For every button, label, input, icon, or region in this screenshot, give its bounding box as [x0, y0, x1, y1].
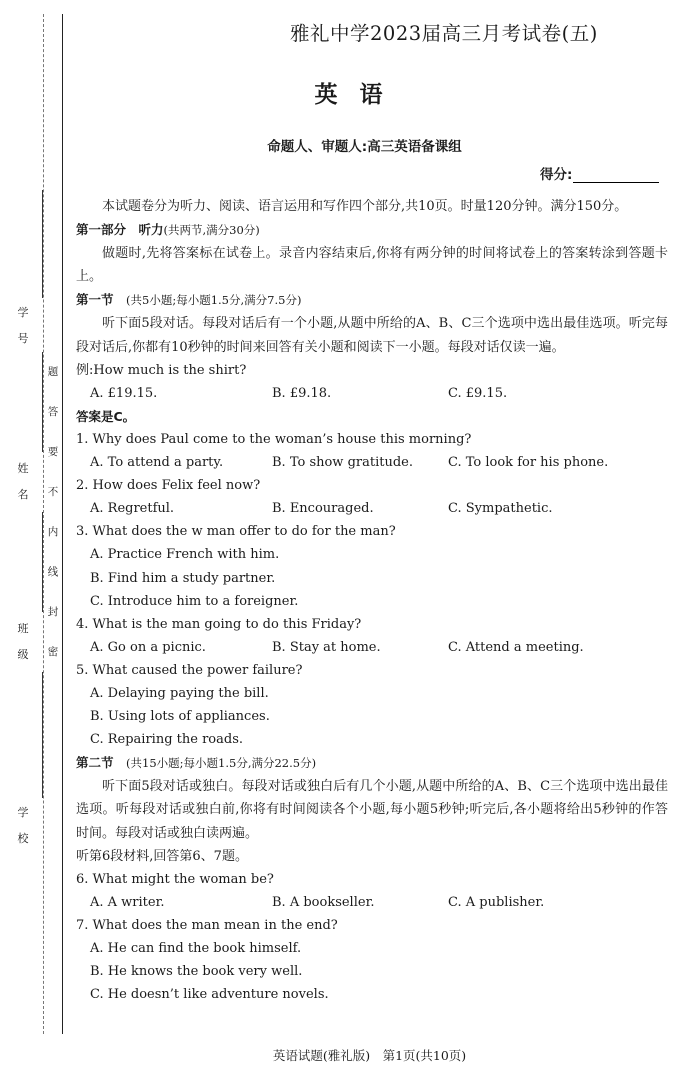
question-6-options	[76, 891, 668, 914]
name-text: 姓名	[17, 462, 29, 501]
question-4: 4. What is the man going to do this Friday?	[76, 616, 362, 632]
question-1-options	[76, 451, 668, 474]
option-c: C. To look for his phone.	[448, 455, 609, 471]
seal-char: 线	[47, 566, 59, 578]
seal-char: 要	[47, 446, 59, 458]
example-answer: 答案是C。	[76, 408, 136, 424]
seal-char: 内	[47, 526, 59, 538]
page-footer: 英语试题(雅礼版) 第1页(共10页)	[272, 1048, 467, 1063]
section1-title: 第一节	[76, 292, 114, 308]
score-blank[interactable]	[573, 168, 659, 183]
option-a: A. Practice French with him.	[90, 547, 280, 563]
material-note: 听第6段材料,回答第6、7题。	[76, 848, 248, 864]
school-blank[interactable]	[42, 672, 43, 798]
option-c: C. Introduce him to a foreigner.	[90, 593, 299, 609]
question-3: 3. What does the w man offer to do for the man?	[76, 524, 396, 540]
seal-char: 封	[47, 606, 59, 618]
class-label	[14, 616, 32, 668]
binding-margin	[0, 0, 66, 1076]
option-b: B. He knows the book very well.	[90, 964, 303, 980]
section1-note: (共5小题;每小题1.5分,满分7.5分)	[126, 293, 302, 308]
option-a: A. Delaying paying the bill.	[90, 685, 269, 701]
question-2: 2. How does Felix feel now?	[76, 478, 261, 494]
section1-heading	[76, 288, 668, 312]
subject-title: 英语	[314, 82, 405, 108]
option-b: B. £9.18.	[272, 385, 332, 401]
section2-instructions: 听下面5段对话或独白。每段对话或独白后有几个小题,从题中所给的A、B、C三个选项中选出最佳选项。听每段对话或独白前,你将有时间阅读各个小题,每小题5秒钟;听完后,各小题将给出5秒钟的作答时间。每段对话或独白读两遍。	[76, 779, 668, 841]
dashed-cut-line	[43, 14, 44, 1034]
part1-instructions: 做题时,先将答案标在试卷上。录音内容结束后,你将有两分钟的时间将试卷上的答案转涂到答题卡上。	[76, 246, 668, 285]
question-6: 6. What might the woman be?	[76, 871, 274, 887]
name-label	[14, 456, 32, 508]
section2-title: 第二节	[76, 755, 114, 771]
option-a: A. He can find the book himself.	[90, 941, 302, 956]
question-2-options	[76, 497, 668, 520]
section2-heading	[76, 751, 668, 775]
student-id-label	[14, 300, 32, 352]
option-c: C. A publisher.	[448, 894, 545, 910]
student-id-text: 学号	[17, 306, 29, 345]
intro-paragraph: 本试题卷分为听力、阅读、语言运用和写作四个部分,共10页。时量120分钟。满分150分。	[102, 199, 628, 214]
question-1: 1. Why does Paul come to the woman’s house this morning?	[76, 431, 472, 447]
section1-instructions: 听下面5段对话。每段对话后有一个小题,从题中所给的A、B、C三个选项中选出最佳选项。听完每段对话后,你都有10秒钟的时间来回答有关小题和阅读下一小题。每段对话仅读一遍。	[76, 316, 668, 355]
option-b: B. A bookseller.	[272, 894, 375, 910]
question-5: 5. What caused the power failure?	[76, 662, 303, 678]
option-a: A. Go on a picnic.	[90, 639, 206, 655]
part1-note: (共两节,满分30分)	[163, 223, 260, 238]
option-b: B. Find him a study partner.	[90, 570, 276, 586]
question-4-options	[76, 636, 668, 659]
student-id-blank[interactable]	[42, 190, 43, 298]
score-label: 得分:	[540, 167, 573, 183]
option-c: C. Attend a meeting.	[448, 639, 584, 655]
option-a: A. £19.15.	[90, 385, 158, 401]
class-blank[interactable]	[42, 512, 43, 612]
option-c: C. Sympathetic.	[448, 501, 553, 517]
class-text: 班级	[17, 622, 29, 661]
option-c: C. He doesn’t like adventure novels.	[90, 987, 329, 1003]
example-question: 例:How much is the shirt?	[76, 362, 247, 378]
part1-heading	[76, 218, 668, 242]
section2-note: (共15小题;每小题1.5分,满分22.5分)	[126, 756, 317, 771]
exam-title: 雅礼中学2023届高三月考试卷(五)	[290, 22, 598, 45]
option-c: C. £9.15.	[448, 385, 508, 401]
seal-char: 不	[47, 486, 59, 498]
exam-content	[76, 195, 668, 1006]
name-blank[interactable]	[42, 352, 43, 452]
margin-border-line	[62, 14, 63, 1034]
option-b: B. To show gratitude.	[272, 455, 413, 471]
option-c: C. Repairing the roads.	[90, 732, 243, 748]
seal-char: 密	[47, 646, 59, 658]
school-text: 学校	[17, 806, 29, 845]
option-a: A. To attend a party.	[90, 455, 224, 471]
option-b: B. Using lots of appliances.	[90, 709, 270, 725]
question-7: 7. What does the man mean in the end?	[76, 917, 338, 933]
seal-char: 答	[47, 406, 59, 418]
school-label	[14, 800, 32, 852]
option-a: A. A writer.	[90, 894, 165, 910]
option-b: B. Encouraged.	[272, 501, 374, 517]
seal-char: 题	[47, 366, 59, 378]
part1-title: 第一部分 听力	[76, 222, 164, 238]
authors-line: 命题人、审题人:高三英语备课组	[267, 139, 462, 155]
option-a: A. Regretful.	[90, 501, 175, 517]
option-b: B. Stay at home.	[272, 639, 381, 655]
example-options	[76, 382, 668, 405]
score-field[interactable]	[540, 163, 659, 183]
